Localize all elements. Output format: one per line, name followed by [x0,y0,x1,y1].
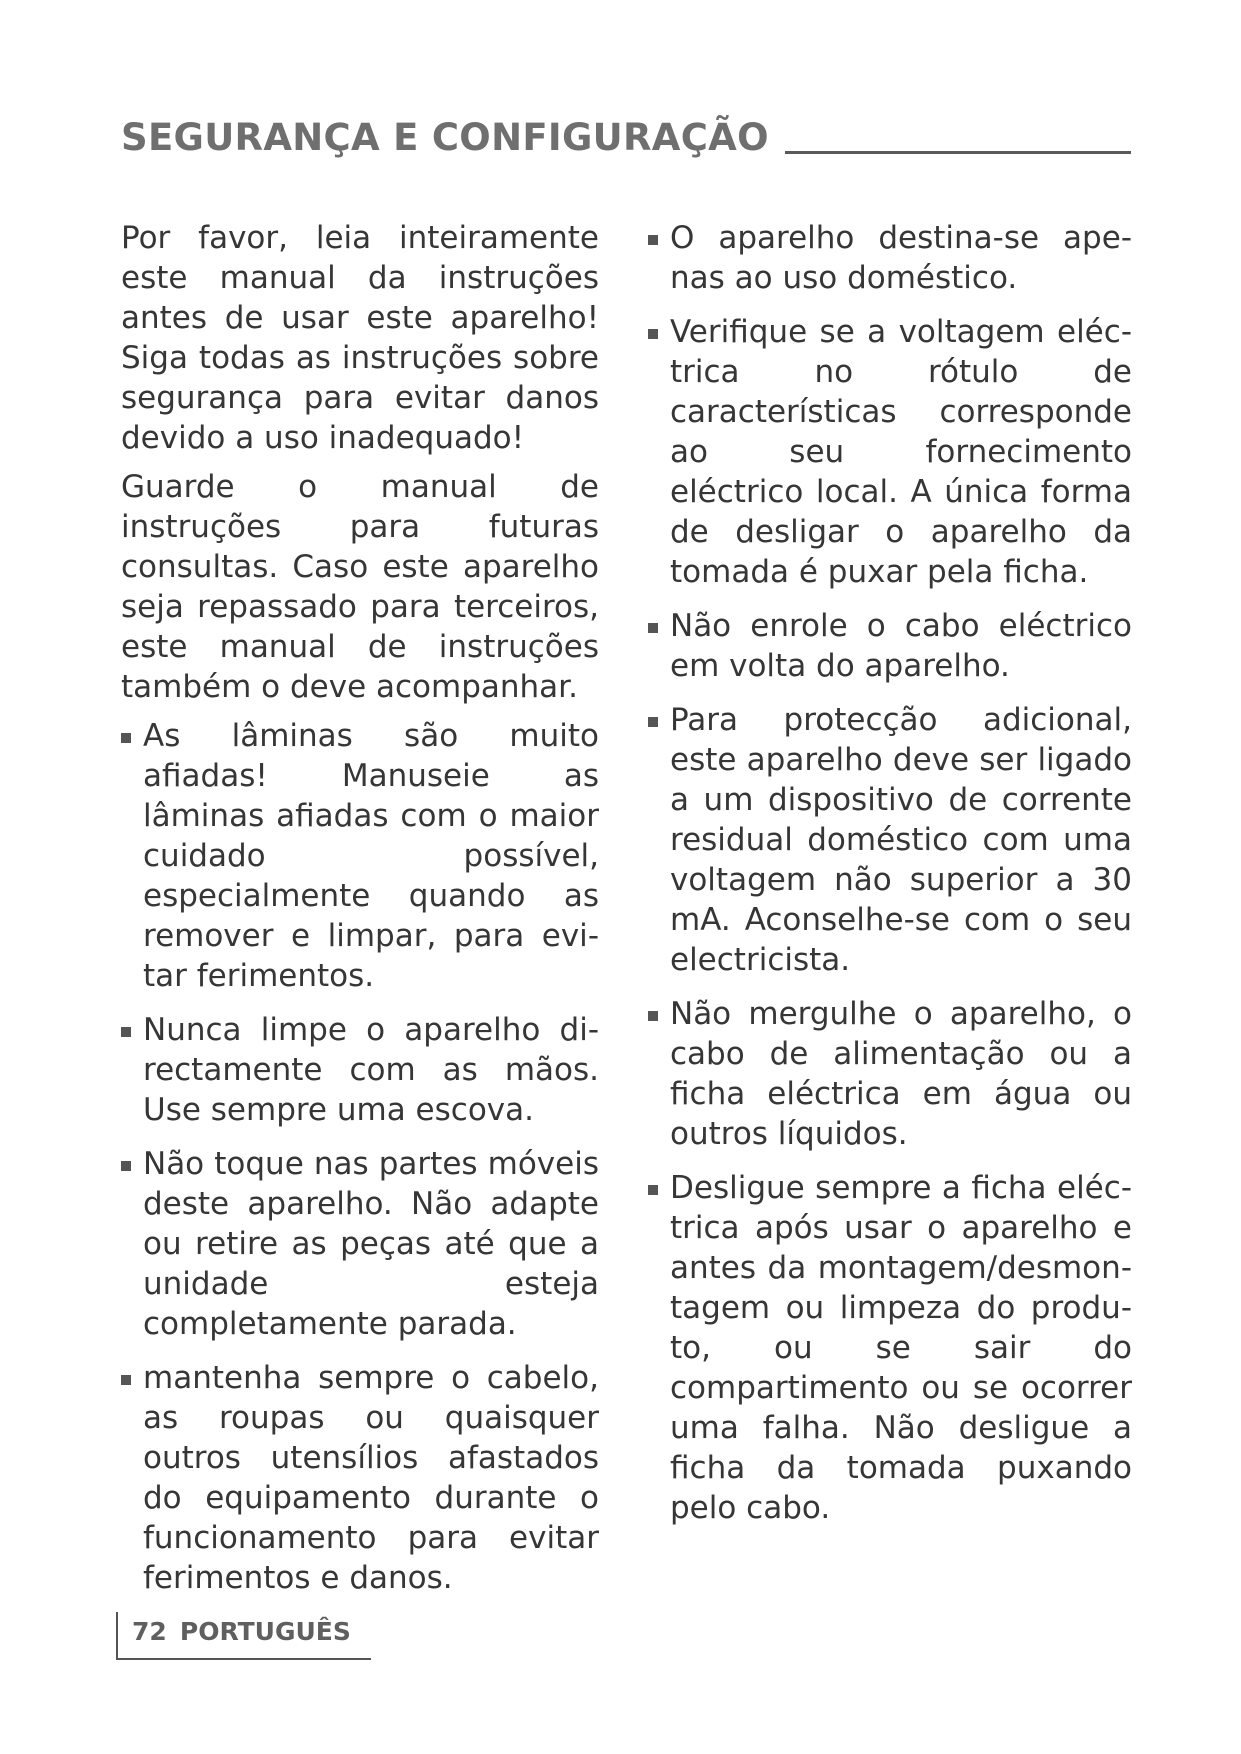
page-number: 72 [132,1617,167,1646]
safety-item-text: As lâminas são muito afiadas! Manuseie as lâminas afiadas com o maior cuidado possível, especialmente quando as remover e limpar, para evitar ferimentos. [143,718,599,994]
safety-item [648,700,1132,980]
safety-item [121,1144,599,1344]
square-bullet-icon [121,1027,131,1037]
square-bullet-icon [648,623,658,633]
safety-item [648,606,1132,686]
safety-item [648,218,1132,298]
square-bullet-icon [648,717,658,727]
square-bullet-icon [121,1161,131,1171]
square-bullet-icon [648,235,658,245]
safety-item [648,1168,1132,1528]
safety-item [648,312,1132,592]
safety-item-text: mantenha sempre o cabelo, as roupas ou quaisquer outros utensílios afastados do equipamento durante o funcionamento para evitar ferimentos e danos. [143,1360,599,1596]
safety-item-text: Verifique se a voltagem eléctrica no rótulo de características corresponde ao seu fornecimento eléctrico local. A única forma de desligar o aparelho da tomada é puxar pela ficha. [670,314,1132,590]
safety-item-text: Não toque nas partes móveis deste aparelho. Não adapte ou retire as peças até que a unidade esteja completamente parada. [143,1146,599,1342]
square-bullet-icon [121,1375,131,1385]
safety-item-text: Não enrole o cabo eléctrico em volta do aparelho. [670,608,1132,684]
safety-item [648,994,1132,1154]
square-bullet-icon [648,329,658,339]
left-column [121,218,599,1612]
safety-item-text: Para protecção adicional, este aparelho deve ser ligado a um dispositivo de corrente residual doméstico com uma voltagem não superior a 30 mA. Aconselhe-se com o seu electricista. [670,702,1132,978]
square-bullet-icon [648,1011,658,1021]
safety-item-text: Desligue sempre a ficha eléctrica após usar o aparelho e antes da montagem/desmontagem ou limpeza do produto, ou se sair do compartimento ou se ocorrer uma falha. Não desligue a ficha da tomada puxando pelo cabo. [670,1170,1132,1526]
storage-paragraph: Guarde o manual de instruções para futuras consultas. Caso este aparelho seja repassado para terceiros, este manual de instruções também o deve acompanhar. [121,469,599,705]
safety-item-text: O aparelho destina-se apenas ao uso doméstico. [670,220,1132,296]
square-bullet-icon [648,1185,658,1195]
right-column [648,218,1132,1542]
safety-item [121,716,599,996]
page-header [121,106,1131,159]
page-title: SEGURANÇA E CONFIGURAÇÃO [121,116,769,159]
safety-item [121,1010,599,1130]
square-bullet-icon [121,733,131,743]
safety-item-text: Nunca limpe o aparelho directamente com as mãos. Use sempre uma escova. [143,1012,599,1128]
safety-item-text: Não mergulhe o aparelho, o cabo de alimentação ou a ficha eléctrica em água ou outros líquidos. [670,996,1132,1152]
header-rule [785,151,1131,154]
page-footer [116,1612,371,1660]
intro-paragraph: Por favor, leia inteiramente este manual da instruções antes de usar este aparelho! Siga todas as instruções sobre segurança para evitar danos devido a uso inadequado! [121,220,599,456]
safety-item [121,1358,599,1598]
footer-language: PORTUGUÊS [179,1617,351,1646]
